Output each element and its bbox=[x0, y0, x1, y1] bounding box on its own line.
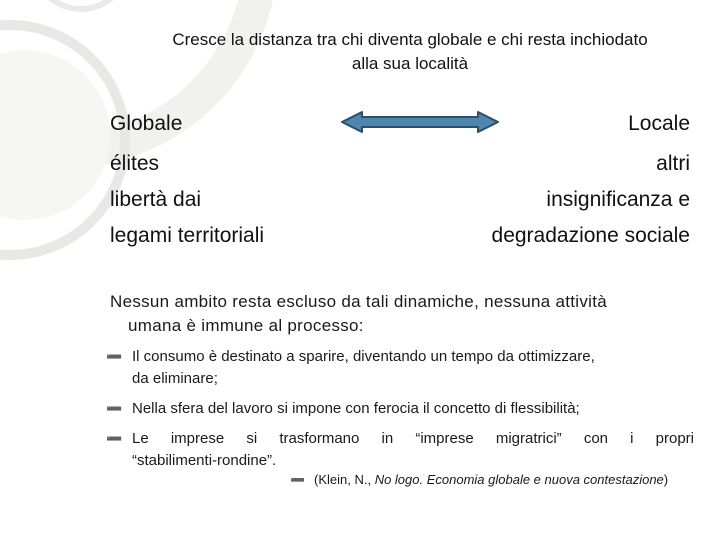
bullet-item bbox=[106, 428, 694, 472]
citation-suffix: ) bbox=[663, 472, 669, 487]
bullet-dash-icon: ➖ bbox=[106, 431, 123, 446]
bullet-dash-icon: ➖ bbox=[106, 349, 123, 364]
bullet-item bbox=[106, 398, 694, 420]
locale-item: insignificanza e bbox=[546, 188, 690, 211]
citation-title: No logo. Economia globale e nuova contestazione bbox=[374, 472, 664, 487]
double-arrow-icon bbox=[340, 110, 500, 134]
globale-item: élites bbox=[110, 152, 160, 175]
locale-item: degradazione sociale bbox=[491, 224, 690, 247]
citation bbox=[290, 470, 720, 490]
bullet-text-line: Il consumo è destinato a sparire, diventando un tempo da ottimizzare, bbox=[132, 348, 595, 365]
bullet-dash-icon: ➖ bbox=[290, 473, 305, 487]
globale-item: legami territoriali bbox=[110, 224, 265, 247]
bullet-list bbox=[106, 346, 694, 480]
locale-item: altri bbox=[656, 152, 690, 175]
slide-title bbox=[80, 28, 720, 76]
locale-header: Locale bbox=[628, 112, 690, 135]
bullet-text-line: “stabilimenti-rondine”. bbox=[132, 452, 277, 469]
globale-item: libertà dai bbox=[110, 188, 202, 211]
paragraph-line: Nessun ambito resta escluso da tali dinamiche, nessuna attività bbox=[110, 292, 608, 311]
bullet-text-line: da eliminare; bbox=[132, 370, 218, 387]
bullet-text-line: Le imprese si trasformano in “imprese migratrici” con i propri bbox=[132, 430, 694, 447]
globale-header: Globale bbox=[110, 112, 183, 135]
slide-title-line: alla sua località bbox=[351, 54, 469, 73]
intro-paragraph bbox=[110, 290, 700, 338]
bullet-item bbox=[106, 346, 694, 390]
bullet-text-line: Nella sfera del lavoro si impone con ferocia il concetto di flessibilità; bbox=[132, 400, 580, 417]
paragraph-line: umana è immune al processo: bbox=[128, 316, 364, 335]
slide-title-line: Cresce la distanza tra chi diventa globale e chi resta inchiodato bbox=[172, 30, 648, 49]
bullet-dash-icon: ➖ bbox=[106, 401, 123, 416]
citation-prefix: (Klein, N., bbox=[314, 472, 375, 487]
